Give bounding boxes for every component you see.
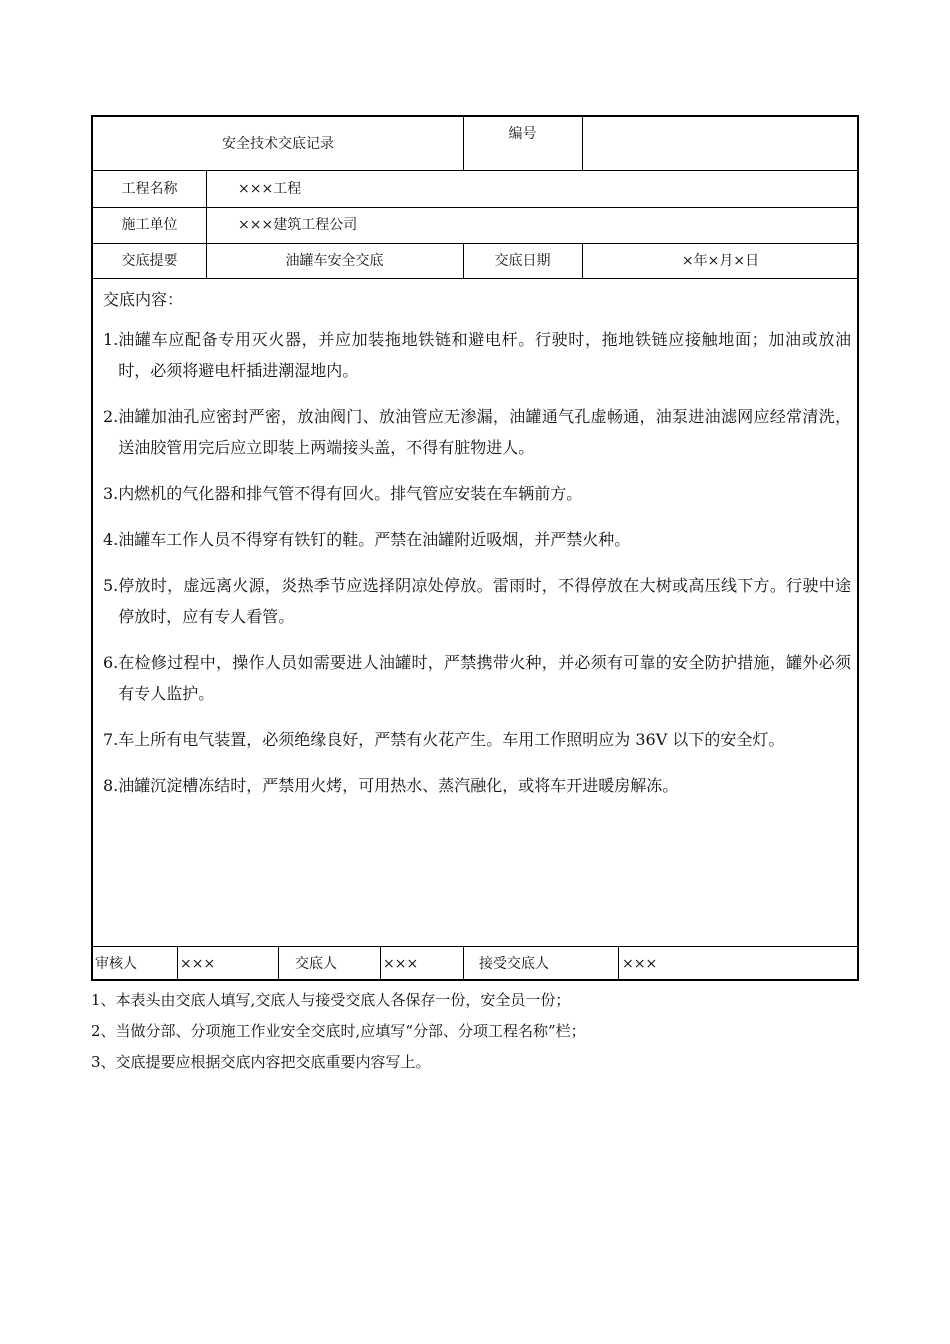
contractor-label-cell [93, 207, 206, 243]
reviewer-value: ××× [180, 955, 216, 972]
item-number: 5. [103, 576, 119, 595]
receiver-label-cell [463, 946, 618, 981]
number-label: 编号 [508, 126, 537, 142]
item-text: 油罐车工作人员不得穿有铁钉的鞋。严禁在油罐附近吸烟，并严禁火种。 [118, 530, 631, 549]
reviewer-field[interactable] [177, 946, 278, 981]
project-label-cell [93, 170, 206, 207]
date-value: ×年×月×日 [681, 252, 760, 269]
project-value-cell[interactable] [238, 170, 301, 207]
number-field[interactable] [582, 117, 859, 170]
discloser-label: 交底人 [295, 955, 337, 972]
form-title-cell [93, 117, 463, 170]
item-text: 停放时，虚远离火源，炎热季节应选择阴凉处停放。雷雨时，不得停放在大树或高压线下方。行驶中途停放时，应有专人看管。 [118, 576, 851, 626]
receiver-label: 接受交底人 [479, 955, 549, 972]
receiver-field[interactable] [618, 946, 859, 981]
list-item [103, 724, 851, 755]
project-value: ×××工程 [238, 180, 302, 197]
content-heading: 交底内容： [103, 290, 184, 309]
reviewer-label-cell [93, 946, 177, 981]
footnotes [91, 990, 891, 1083]
list-item [103, 324, 851, 386]
disclosure-form [91, 115, 859, 981]
item-number: 8. [103, 776, 119, 795]
receiver-value: ××× [622, 955, 658, 972]
item-number: 1. [103, 330, 119, 349]
summary-value: 油罐车安全交底 [285, 252, 384, 269]
summary-label: 交底提要 [121, 252, 178, 269]
item-text: 油罐加油孔应密封严密，放油阀门、放油管应无渗漏，油罐通气孔虚畅通，油泵进油滤网应经常清洗，送油胶管用完后应立即装上两端接头盖，不得有脏物进人。 [118, 407, 851, 457]
discloser-label-cell [278, 946, 380, 981]
footnote: 1、本表头由交底人填写,交底人与接受交底人各保存一份，安全员一份； [91, 991, 571, 1009]
list-item [103, 570, 851, 632]
date-value-cell[interactable] [582, 243, 859, 278]
footnote: 3、交底提要应根据交底内容把交底重要内容写上。 [91, 1053, 431, 1071]
list-item [103, 770, 851, 801]
item-text: 内燃机的气化器和排气管不得有回火。排气管应安装在车辆前方。 [118, 484, 583, 503]
item-text: 在检修过程中，操作人员如需要进人油罐时，严禁携带火种，并必须有可靠的安全防护措施，罐外必须有专人监护。 [118, 653, 851, 703]
contractor-value: ×××建筑工程公司 [238, 217, 358, 233]
item-number: 4. [103, 530, 119, 549]
list-item [103, 478, 851, 509]
list-item [103, 524, 851, 555]
number-label-cell [463, 127, 582, 141]
item-number: 7. [103, 730, 119, 749]
item-text: 油罐沉淀槽冻结时，严禁用火烤，可用热水、蒸汽融化，或将车开进暖房解冻。 [118, 776, 679, 795]
contractor-value-cell[interactable] [238, 207, 357, 243]
summary-label-cell [93, 243, 206, 278]
item-text: 车上所有电气装置，必须绝缘良好，严禁有火花产生。车用工作照明应为 36V 以下的安全灯。 [118, 730, 785, 749]
date-label-cell [463, 243, 582, 278]
project-label: 工程名称 [121, 180, 178, 197]
discloser-field[interactable] [380, 946, 463, 981]
contractor-label: 施工单位 [121, 217, 178, 233]
col-divider [463, 117, 464, 170]
summary-value-cell[interactable] [206, 243, 463, 278]
discloser-value: ××× [383, 955, 419, 972]
reviewer-label: 审核人 [95, 955, 137, 972]
row-divider [93, 207, 857, 208]
item-text: 油罐车应配备专用灭火器，并应加装拖地铁链和避电杆。行驶时，拖地铁链应接触地面；加油或放油时，必须将避电杆插进潮湿地内。 [118, 330, 851, 380]
list-item [103, 401, 851, 463]
item-number: 2. [103, 407, 119, 426]
date-label: 交底日期 [494, 252, 551, 269]
footnote: 2、当做分部、分项施工作业安全交底时,应填写“分部、分项工程名称”栏； [91, 1022, 586, 1040]
list-item [103, 647, 851, 709]
form-title: 安全技术交底记录 [222, 135, 334, 152]
item-number: 3. [103, 484, 119, 503]
content-area [93, 278, 859, 946]
item-number: 6. [103, 653, 119, 672]
row-divider [93, 170, 857, 171]
